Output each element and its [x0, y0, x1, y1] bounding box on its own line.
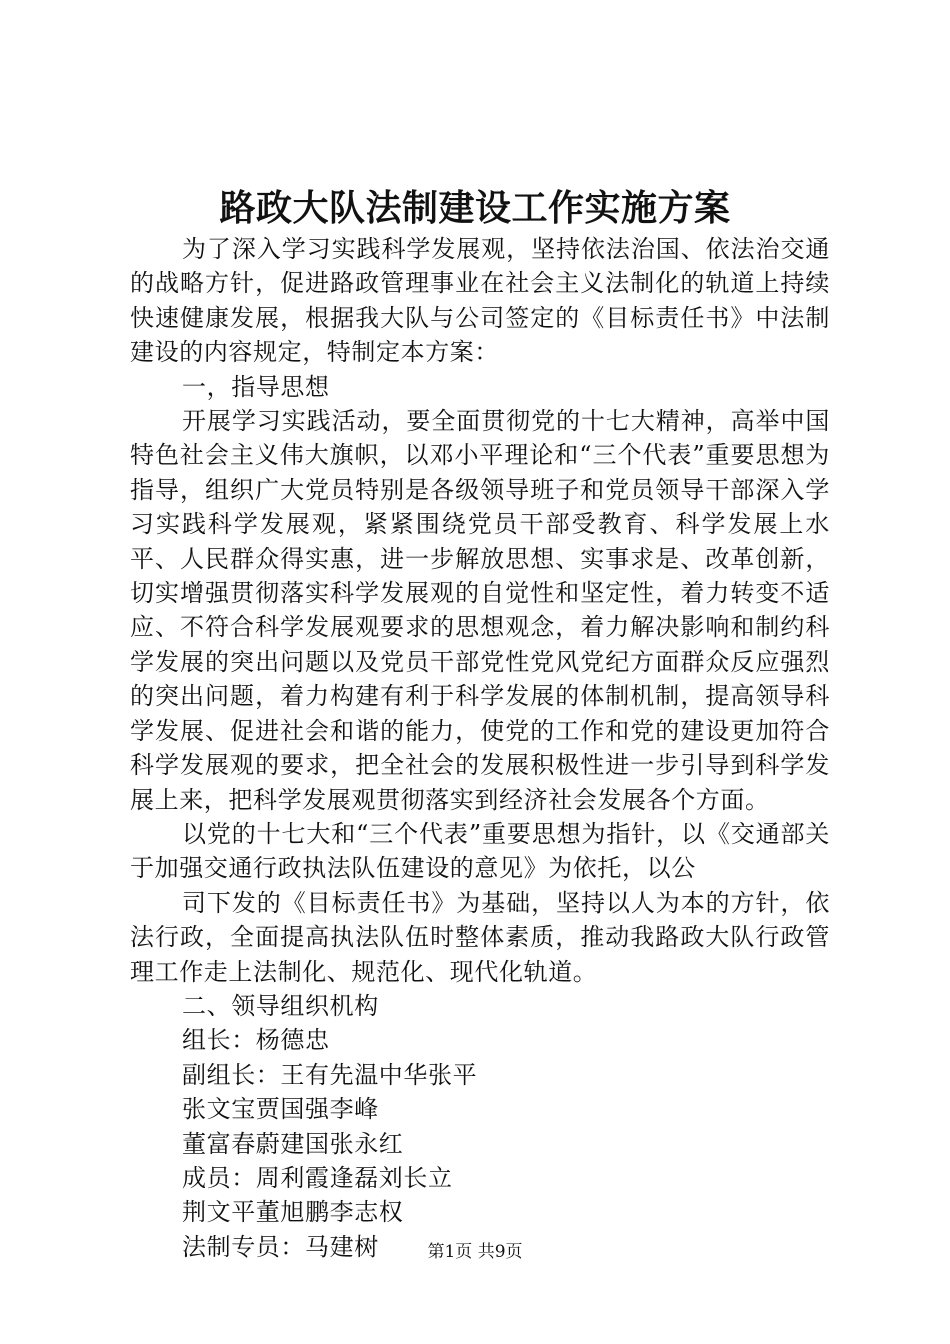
principle-paragraph-part-2: 司下发的《目标责任书》为基础，坚持以人为本的方针，依法行政，全面提高执法队伍时整体素质，推动我路政大队行政管理工作走上法制化、规范化、现代化轨道。: [130, 888, 830, 986]
document-title: 路政大队法制建设工作实施方案: [219, 187, 731, 229]
section-heading-organization: 二、领导组织机构: [182, 991, 379, 1020]
document-body: [130, 232, 830, 1264]
guiding-thought-paragraph: 开展学习实践活动，要全面贯彻党的十七大精神，高举中国特色社会主义伟大旗帜，以邓小平理论和“三个代表”重要思想为指导，组织广大党员特别是各级领导班子和党员领导干部深入学习实践科学发展观，紧紧围绕党员干部受教育、科学发展上水平、人民群众得实惠，进一步解放思想、实事求是、改革创新，切实增强贯彻落实科学发展观的自觉性和坚定性，着力转变不适应、不符合科学发展观要求的思想观念，着力解决影响和制约科学发展的突出问题以及党员干部党性党风党纪方面群众反应强烈的突出问题，着力构建有利于科学发展的体制机制，提高领导科学发展、促进社会和谐的能力，使党的工作和党的建设更加符合科学发展观的要求，把全社会的发展积极性进一步引导到科学发展上来，把科学发展观贯彻落实到经济社会发展各个方面。: [130, 407, 830, 814]
section-heading-guiding-thought: 一，指导思想: [182, 372, 330, 401]
deputy-leader-names-line-2: 张文宝贾国强李峰: [182, 1095, 379, 1124]
team-leader-line: 组长：杨德忠: [182, 1026, 330, 1055]
legal-specialist-line: 法制专员：马建树: [182, 1232, 379, 1261]
deputy-leader-names-line-3: 董富春蔚建国张永红: [182, 1129, 404, 1158]
members-line: 成员：周利霞逢磊刘长立: [182, 1163, 453, 1192]
members-names-line-2: 荆文平董旭鹏李志权: [182, 1198, 404, 1227]
intro-paragraph: 为了深入学习实践科学发展观，坚持依法治国、依法治交通的战略方针，促进路政管理事业在社会主义法制化的轨道上持续快速健康发展，根据我大队与公司签定的《目标责任书》中法制建设的内容规定，特制定本方案：: [130, 235, 830, 367]
principle-paragraph-part-1: 以党的十七大和“三个代表”重要思想为指针，以《交通部关于加强交通行政执法队伍建设的意见》为依托，以公: [130, 819, 830, 883]
deputy-leader-line: 副组长：王有先温中华张平: [182, 1060, 478, 1089]
page-number-footer: 第1页 共9页: [427, 1242, 523, 1262]
